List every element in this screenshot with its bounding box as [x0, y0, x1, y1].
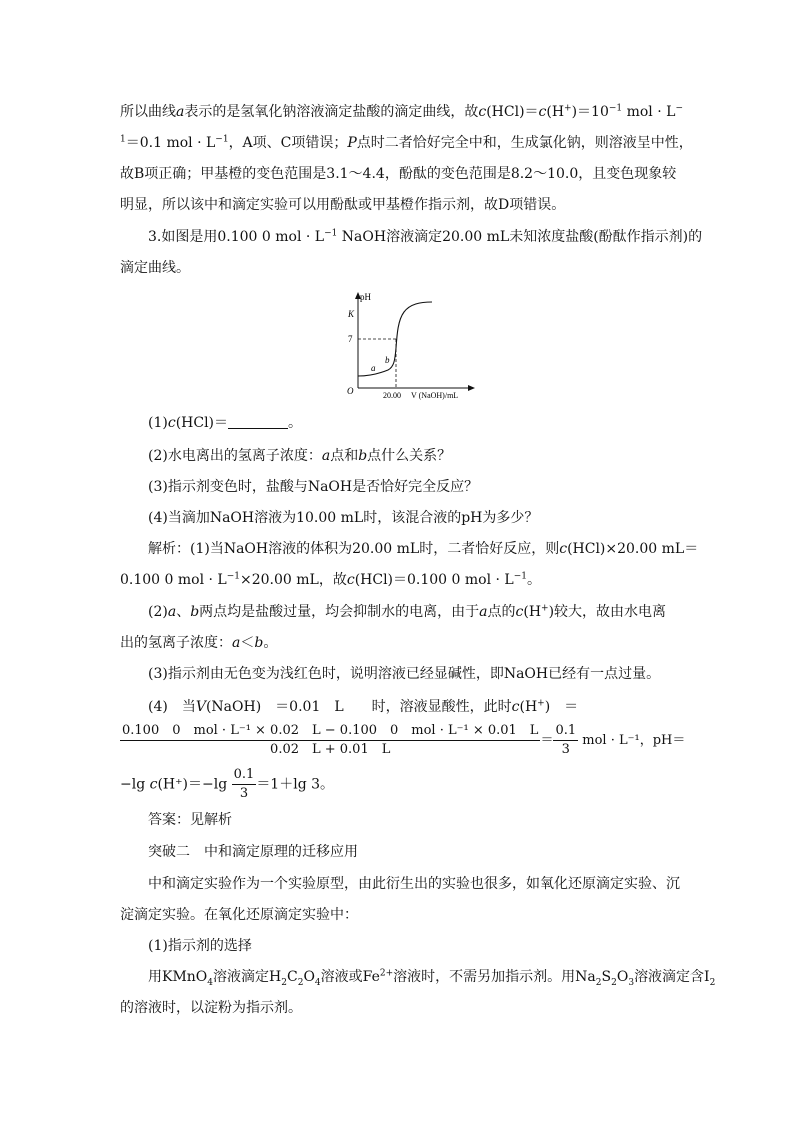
superscript: −1 [226, 571, 240, 582]
equals-sign: ＝ [540, 733, 554, 748]
text: 。 [527, 572, 542, 588]
text: mol · L⁻¹，pH＝ [578, 733, 686, 748]
text: 。 [288, 415, 303, 431]
text: (H [546, 104, 565, 120]
text: 表示的是氢氧化钠溶液滴定盐酸的滴定曲线，故 [184, 104, 479, 120]
section-para2-line2: 的溶液时，以淀粉为指示剂。 [120, 1000, 302, 1016]
text: −lg [120, 776, 150, 793]
para1-line3: 故B项正确；甲基橙的变色范围是3.1～4.4，酚酞的变色范围是8.2～10.0，且变色现象较 [120, 166, 677, 182]
text: 用KMnO [148, 969, 208, 985]
subquestion-4: (4)当滴加NaOH溶液为10.00 mL时，该混合液的pH为多少？ [148, 510, 539, 526]
solution-line1 [148, 539, 708, 559]
text: 出的氢离子浓度： [120, 635, 232, 651]
ph7-label: 7 [348, 334, 353, 344]
subscript: 2 [595, 977, 602, 988]
subquestion-2 [148, 446, 708, 466]
var-c: c [149, 776, 158, 793]
text: mol · L [622, 104, 676, 120]
text: (HCl)＝ [175, 415, 229, 431]
question3-line1 [148, 227, 708, 247]
section-para1-line2: 淀滴定实验。在氧化还原滴定实验中： [120, 907, 358, 923]
var-b: b [254, 635, 264, 651]
fraction-denominator: 3 [239, 786, 249, 801]
x-axis-arrow [468, 385, 475, 391]
subscript: 4 [207, 977, 214, 988]
superscript: + [541, 603, 549, 614]
subscript: 2 [297, 977, 304, 988]
solution-line8 [120, 766, 334, 803]
superscript: −1 [608, 103, 623, 114]
var-a: a [176, 104, 185, 120]
var-b: b [190, 604, 200, 620]
text: 溶液滴定含I [634, 969, 710, 985]
text: 点时二者恰好完全中和，生成氯化钠，则溶液呈中性， [356, 135, 693, 151]
text: 解析：(1)当NaOH溶液的体积为20.00 mL时，二者恰好反应，则 [148, 541, 560, 557]
var-a: a [167, 604, 177, 620]
section-para1-line1: 中和滴定实验作为一个实验原型，由此衍生出的实验也很多，如氧化还原滴定实验、沉 [148, 876, 680, 892]
var-c: c [538, 104, 547, 120]
question3-line2: 滴定曲线。 [120, 260, 190, 276]
text: (NaOH) ＝0.01 L 时，溶液显酸性，此时 [205, 699, 512, 715]
text: )较大，故由水电离 [548, 604, 667, 620]
solution-line6 [148, 697, 708, 717]
subscript: 3 [628, 977, 635, 988]
section-title: 突破二 中和滴定原理的迁移应用 [148, 844, 358, 860]
text: 点什么关系？ [367, 448, 452, 464]
var-b: b [358, 448, 368, 464]
subquestion-1 [148, 413, 708, 433]
point-a-label: a [371, 363, 376, 373]
var-p: P [347, 135, 357, 151]
var-v: V [195, 699, 206, 715]
text: (2)水电离出的氢离子浓度： [148, 448, 322, 464]
text: (HCl)＝0.100 0 mol · L [354, 572, 514, 588]
var-c: c [511, 699, 520, 715]
para1-line4: 明显，所以该中和滴定实验可以用酚酞或甲基橙作指示剂，故D项错误。 [120, 197, 566, 213]
superscript: −1 [513, 571, 528, 582]
subquestion-3: (3)指示剂变色时，盐酸与NaOH是否恰好完全反应？ [148, 479, 479, 495]
var-c: c [167, 415, 176, 431]
text: (H [519, 699, 538, 715]
var-c: c [346, 572, 355, 588]
text: 3.如图是用0.100 0 mol · L [148, 229, 325, 245]
y-axis-label: pH [360, 292, 371, 302]
text: O [303, 969, 315, 985]
point-b-label: b [385, 355, 390, 365]
answer-blank[interactable] [228, 414, 288, 429]
var-a: a [232, 635, 241, 651]
subscript: 2 [611, 977, 617, 988]
fraction-numerator: 0.1 [232, 766, 257, 785]
text: ＜ [240, 635, 255, 651]
big-fraction [120, 722, 540, 759]
var-c: c [559, 541, 568, 557]
text: NaOH溶液滴定20.00 mL未知浓度盐酸(酚酞作指示剂)的 [337, 229, 703, 245]
para1-line1 [120, 102, 683, 122]
fraction-denominator: 3 [561, 742, 570, 757]
text: (4) 当 [148, 699, 196, 715]
para1-line2 [120, 133, 693, 153]
text: S [601, 969, 612, 985]
text: 溶液或Fe [320, 969, 380, 985]
fraction-numerator: 0.100 0 mol · L⁻¹ × 0.02 L − 0.100 0 mol · L⁻¹ × 0.01 L [120, 722, 540, 741]
text: 溶液时，不需另加指示剂。用Na [393, 969, 596, 985]
text: )＝10 [571, 104, 609, 120]
var-a: a [321, 448, 331, 464]
titration-curve-figure [338, 290, 478, 400]
text: ，A项、C项错误； [228, 135, 348, 151]
text: ) ＝ [544, 699, 579, 715]
fraction-equation [120, 722, 690, 759]
x-tick-label: 20.00 [383, 391, 401, 400]
text: C [286, 969, 298, 985]
text: 两点均是盐酸过量，均会抑制水的电离，由于 [199, 604, 480, 620]
x-axis-label: V (NaOH)/mL [411, 391, 459, 400]
text: (HCl)＝ [486, 104, 539, 120]
superscript: − [675, 103, 683, 114]
var-c: c [515, 604, 524, 620]
superscript: + [564, 103, 572, 114]
text: 溶液滴定H [213, 969, 282, 985]
text: 0.100 0 mol · L [120, 572, 227, 588]
text: O [616, 969, 629, 985]
small-fraction [232, 766, 257, 803]
text: (H [523, 604, 542, 620]
text: (HCl)×20.00 mL＝ [567, 541, 699, 557]
fraction-denominator: 0.02 L + 0.01 L [270, 742, 391, 757]
text: (H⁺)＝−lg [157, 776, 232, 793]
section-subtitle-1: (1)指示剂的选择 [148, 938, 252, 954]
text: 所以曲线 [120, 104, 176, 120]
text: (1) [148, 415, 168, 431]
text: 。 [263, 635, 278, 651]
solution-line3 [148, 602, 708, 622]
solution-line2 [120, 570, 680, 590]
text: (2) [148, 604, 168, 620]
text: ×20.00 mL，故 [240, 572, 347, 588]
solution-line4 [120, 633, 680, 653]
text: 、 [176, 604, 191, 620]
var-c: c [478, 104, 487, 120]
superscript: 1 [120, 134, 126, 145]
superscript: −1 [215, 134, 229, 145]
origin-label: O [347, 386, 354, 396]
k-label: K [348, 309, 355, 319]
subscript: 4 [314, 977, 321, 988]
subscript: 2 [709, 977, 716, 988]
text: ＝0.1 mol · L [125, 135, 216, 151]
superscript: 2+ [379, 968, 394, 979]
var-a: a [479, 604, 488, 620]
answer-line: 答案：见解析 [148, 812, 232, 828]
subscript: 2 [281, 977, 287, 988]
solution-line5: (3)指示剂由无色变为浅红色时，说明溶液已经显碱性，即NaOH已经有一点过量。 [148, 666, 661, 682]
fraction-numerator: 0.1 [553, 722, 578, 741]
small-fraction [553, 722, 578, 759]
section-para2-line1 [148, 967, 716, 988]
text: 点的 [487, 604, 516, 620]
text: 点和 [330, 448, 359, 464]
text: ＝1＋lg 3。 [256, 776, 335, 793]
superscript: + [537, 698, 545, 709]
superscript: −1 [324, 228, 338, 239]
